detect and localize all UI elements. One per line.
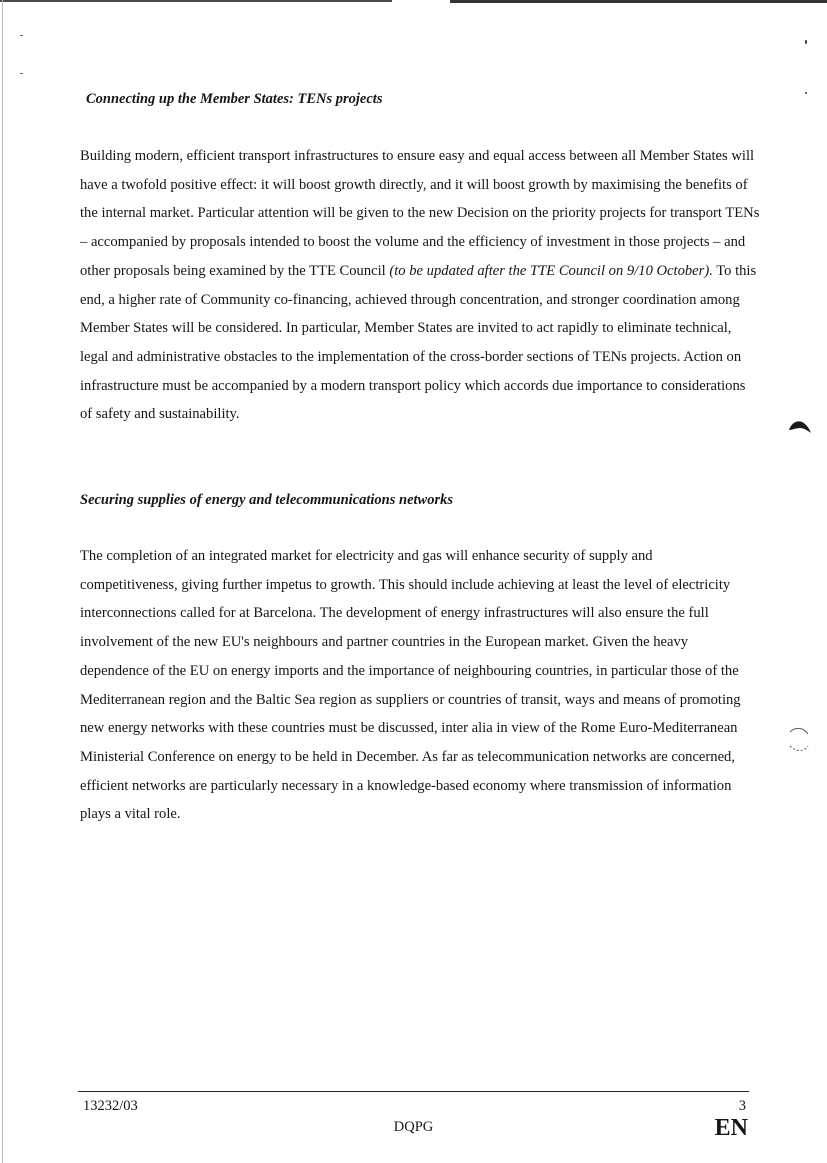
- page-number: 3: [738, 1098, 746, 1114]
- section-heading: Connecting up the Member States: TENs projects: [86, 91, 383, 107]
- language-code: EN: [714, 1115, 748, 1141]
- directorate-code: DQPG: [393, 1119, 434, 1135]
- scan-speck: [20, 73, 23, 74]
- paragraph-italic-note: (to be updated after the TTE Council on 9/10 October).: [389, 262, 713, 279]
- scan-curl-mark: [788, 726, 812, 754]
- document-reference: 13232/03: [83, 1098, 138, 1114]
- scan-edge-top-left: [0, 0, 392, 2]
- scan-edge-left: [2, 0, 3, 1163]
- section-energy-body: [80, 542, 748, 829]
- section-energy-telecom: [80, 490, 750, 510]
- paragraph-text: Building modern, efficient transport infrastructures to ensure easy and equal access between all Member States will have a twofold positive effect: it will boost growth directly, and it will boost growth by maximising the benefits of the internal market. Particular attention will be given to the new Decision on the priority projects for transport TENs – accompanied by proposals intended to boost the volume and the efficiency of investment in those projects – and other proposals being examined by the TTE Council: [80, 148, 760, 279]
- footer-divider: [78, 1091, 749, 1092]
- section-paragraph: The completion of an integrated market for electricity and gas will enhance security of supply and competitiveness, giving further impetus to growth. This should include achieving at least the level of electricity interconnections called for at Barcelona. The development of energy infrastructures will also ensure the full involvement of the new EU's neighbours and partner countries in the European market. Given the heavy dependence of the EU on energy imports and the importance of neighbouring countries, in particular those of the Mediterranean region and the Baltic Sea region as suppliers or countries of transit, ways and means of promoting new energy networks with these countries must be discussed, inter alia in view of the Rome Euro-Mediterranean Ministerial Conference on energy to be held in December. As far as telecommunication networks are concerned, efficient networks are particularly necessary in a knowledge-based economy where transmission of information plays a vital role.: [80, 548, 741, 823]
- scan-speck: [20, 35, 23, 36]
- paragraph-text-continued: To this end, a higher rate of Community co-financing, achieved through concentration, and stronger coordination among Member States will be considered. In particular, Member States are invited to act rapidly to eliminate technical, legal and administrative obstacles to the implementation of the cross-border sections of TENs projects. Action on infrastructure must be accompanied by a modern transport policy which accords due importance to considerations of safety and sustainability.: [80, 262, 757, 423]
- scan-speck: [805, 40, 807, 44]
- scan-speck: [805, 92, 807, 94]
- section-tens-body: [80, 142, 760, 429]
- section-tens-projects: [80, 89, 750, 109]
- section-paragraph: [80, 142, 760, 429]
- scan-edge-top-right: [450, 0, 827, 3]
- scan-blot-mark: [788, 418, 812, 434]
- section-heading: Securing supplies of energy and telecommunications networks: [80, 492, 453, 508]
